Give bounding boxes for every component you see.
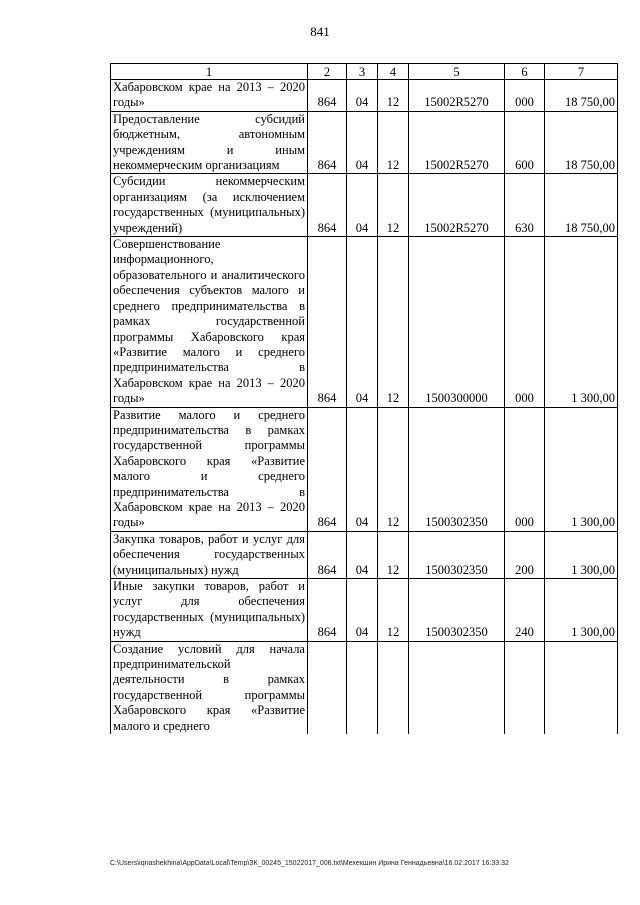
cell-section: 04 [347,80,378,112]
row-name: Субсидии некоммерческим организациям (за исключением государственных (муниципальных) учреждений) [111,174,308,237]
cell-target-article [409,641,505,734]
cell-subsection: 12 [378,237,409,407]
cell-target-article: 15002R5270 [409,174,505,237]
cell-amount: 1 300,00 [545,237,618,407]
table-row [111,174,618,237]
table-header-row [111,64,618,80]
cell-subsection: 12 [378,531,409,578]
cell-ministry-code: 864 [308,531,347,578]
cell-amount: 1 300,00 [545,531,618,578]
column-header: 4 [378,64,409,80]
cell-target-article: 15002R5270 [409,80,505,112]
cell-subsection: 12 [378,407,409,531]
cell-section: 04 [347,531,378,578]
row-name: Совершенствование информационного, образовательного и аналитического обеспечения субъектов малого и среднего предпринимательства в рамках государственной программы Хабаровского края «Развитие малого и среднего предпринимательства в Хабаровском крае на 2013 – 2020 годы» [111,237,308,407]
cell-expense-type: 240 [505,579,545,642]
cell-section: 04 [347,407,378,531]
table-row [111,111,618,174]
budget-table [110,63,618,734]
cell-section: 04 [347,579,378,642]
page-number: 841 [310,24,330,39]
cell-ministry-code: 864 [308,174,347,237]
cell-expense-type: 000 [505,237,545,407]
cell-amount: 1 300,00 [545,579,618,642]
row-name: Предоставление субсидий бюджетным, автономным учреждениям и иным некоммерческим организациям [111,111,308,174]
table-row [111,407,618,531]
cell-ministry-code: 864 [308,579,347,642]
cell-section: 04 [347,237,378,407]
column-header: 2 [308,64,347,80]
row-name: Создание условий для начала предпринимательской деятельности в рамках государственной программы Хабаровского края «Развитие малого и среднего [111,641,308,734]
column-header: 6 [505,64,545,80]
column-header: 1 [111,64,308,80]
cell-subsection [378,641,409,734]
file-path-footer: C:\Users\iqnashekhina\AppData\Local\Temp\ЗК_00245_15022017_006.txt\Мехекшин Ирина Геннадьевна\16.02.2017 16:33:32 [110,860,509,867]
row-name: Развитие малого и среднего предпринимательства в рамках государственной программы Хабаровского края «Развитие малого и среднего предпринимательства в Хабаровском крае на 2013 – 2020 годы» [111,407,308,531]
table-row [111,80,618,112]
cell-ministry-code: 864 [308,111,347,174]
cell-amount: 1 300,00 [545,407,618,531]
cell-expense-type: 000 [505,80,545,112]
table-row [111,531,618,578]
row-name: Иные закупки товаров, работ и услуг для обеспечения государственных (муниципальных) нужд [111,579,308,642]
cell-ministry-code [308,641,347,734]
column-header: 3 [347,64,378,80]
cell-subsection: 12 [378,111,409,174]
cell-amount: 18 750,00 [545,80,618,112]
table-row [111,237,618,407]
cell-amount: 18 750,00 [545,111,618,174]
cell-ministry-code: 864 [308,237,347,407]
cell-target-article: 15002R5270 [409,111,505,174]
cell-target-article: 1500302350 [409,531,505,578]
row-name: Хабаровском крае на 2013 – 2020 годы» [111,80,308,112]
cell-expense-type: 600 [505,111,545,174]
cell-expense-type: 630 [505,174,545,237]
cell-amount [545,641,618,734]
cell-ministry-code: 864 [308,80,347,112]
table-row [111,579,618,642]
cell-subsection: 12 [378,80,409,112]
cell-expense-type: 200 [505,531,545,578]
cell-amount: 18 750,00 [545,174,618,237]
cell-section: 04 [347,174,378,237]
cell-target-article: 1500302350 [409,579,505,642]
cell-expense-type: 000 [505,407,545,531]
column-header: 5 [409,64,505,80]
cell-subsection: 12 [378,579,409,642]
cell-expense-type [505,641,545,734]
row-name: Закупка товаров, работ и услуг для обеспечения государственных (муниципальных) нужд [111,531,308,578]
table-row [111,641,618,734]
cell-subsection: 12 [378,174,409,237]
cell-target-article: 1500300000 [409,237,505,407]
cell-target-article: 1500302350 [409,407,505,531]
column-header: 7 [545,64,618,80]
cell-ministry-code: 864 [308,407,347,531]
cell-section [347,641,378,734]
cell-section: 04 [347,111,378,174]
